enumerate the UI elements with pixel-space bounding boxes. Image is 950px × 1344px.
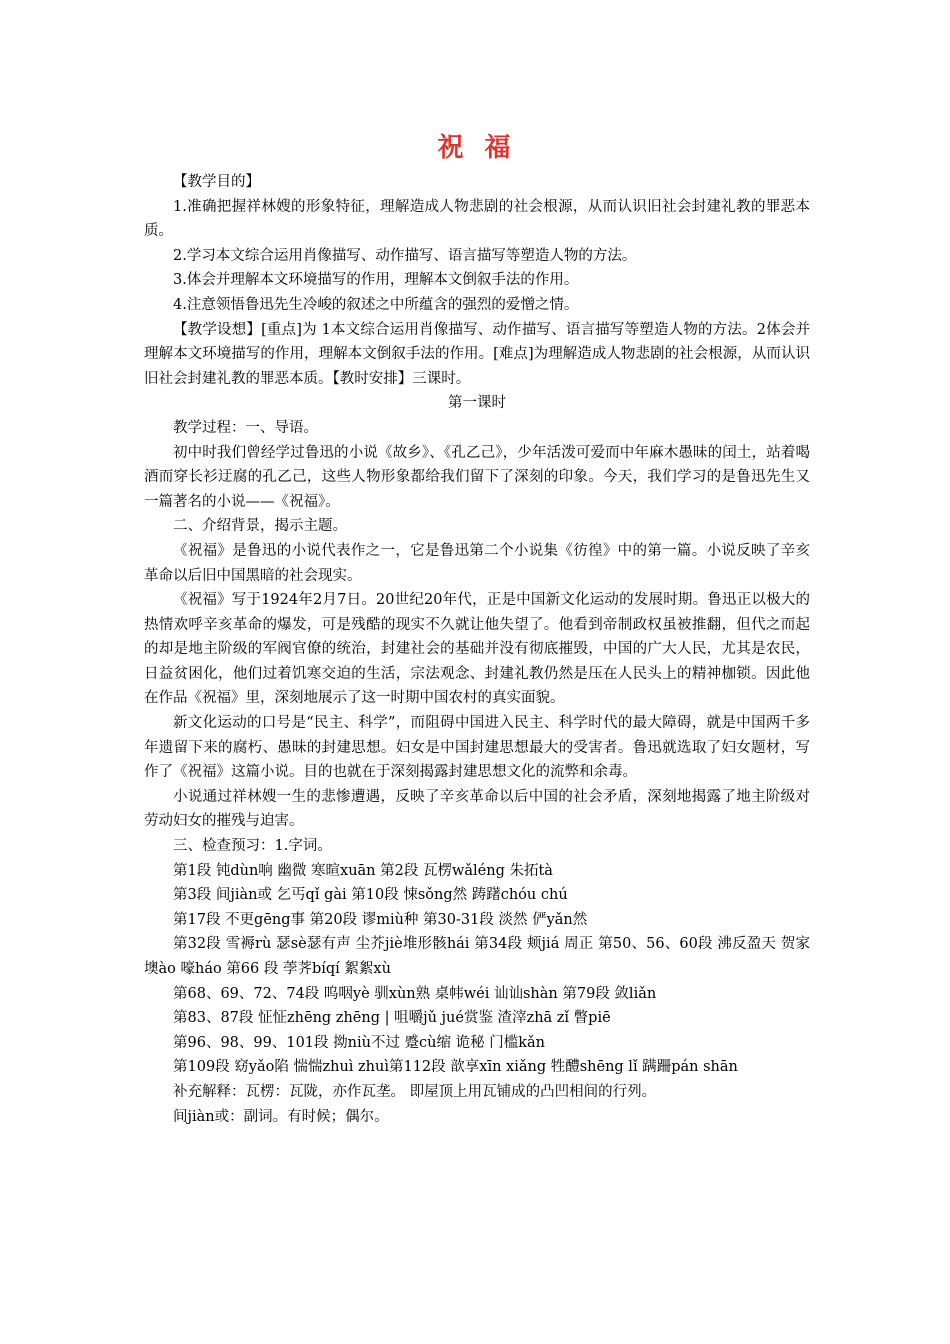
vocab-line-4: 第32段 雪褥rù 瑟sè瑟有声 尘芥jiè堆形骸hái 第34段 颊jiá 周正 第50、56、60段 沸反盈天 贺家墺ào 嚎háo 第66 段 荸荠bíqí 絮絮xù <box>144 936 810 977</box>
teaching-plan-paragraph: 【教学设想】[重点]为 1本文综合运用肖像描写、动作描写、语言描写等塑造人物的方法。2体会并理解本文环境描写的作用，理解本文倒叙手法的作用。[难点]为理解造成人物悲剧的社会根源，从而认识旧社会封建礼教的罪恶本质。【教时安排】三课时。 <box>144 321 810 387</box>
document-title: 祝 福 <box>437 133 517 163</box>
vocab-line-1: 第1段 钝dùn响 幽微 寒暄xuān 第2段 瓦楞wǎléng 朱拓tà <box>173 862 553 879</box>
supplement-note-1: 补充解释：瓦楞：瓦陇，亦作瓦垄。 即屋顶上用瓦铺成的凸凹相间的行列。 <box>173 1083 657 1100</box>
section-heading-objectives: 【教学目的】 <box>173 174 260 190</box>
background-paragraph-3: 新文化运动的口号是“民主、科学”，而阻碍中国进入民主、科学时代的最大障碍，就是中国两千多年遗留下来的腐朽、愚昧的封建思想。妇女是中国封建思想最大的受害者。鲁迅就选取了妇女题材，写作了《祝福》这篇小说。目的也就在于深刻揭露封建思想文化的流弊和余毒。 <box>144 715 810 781</box>
objective-3: 3.体会并理解本文环境描写的作用，理解本文倒叙手法的作用。 <box>173 272 579 289</box>
objective-1: 1.准确把握祥林嫂的形象特征，理解造成人物悲剧的社会根源，从而认识旧社会封建礼教的罪恶本质。 <box>144 198 810 240</box>
vocab-line-5: 第68、69、72、74段 呜咽yè 驯xùn熟 桌帏wéi 讪讪shàn 第79段 敛liǎn <box>173 985 657 1002</box>
background-paragraph-1: 《祝福》是鲁迅的小说代表作之一，它是鲁迅第二个小说集《彷徨》中的第一篇。小说反映了辛亥革命以后旧中国黑暗的社会现实。 <box>144 542 810 584</box>
vocab-line-6: 第83、87段 怔怔zhēng zhēng | 咀嚼jǔ jué赏鉴 渣滓zhā zǐ 瞥piē <box>173 1010 611 1027</box>
objective-4: 4.注意领悟鲁迅先生冷峻的叙述之中所蕴含的强烈的爱憎之情。 <box>173 296 579 313</box>
background-heading: 二、介绍背景，揭示主题。 <box>173 518 347 535</box>
document-page <box>144 128 810 1129</box>
objective-2: 2.学习本文综合运用肖像描写、动作描写、语言描写等塑造人物的方法。 <box>173 247 637 264</box>
preview-heading: 三、检查预习：1.字词。 <box>173 838 332 855</box>
vocab-line-8: 第109段 窈yǎo陷 惴惴zhuì zhuì第112段 歆享xīn xiǎng 牲醴shēng lǐ 蹒跚pán shān <box>173 1059 738 1076</box>
process-heading: 教学过程：一、导语。 <box>173 419 318 436</box>
lesson-heading: 第一课时 <box>448 395 506 412</box>
vocab-line-2: 第3段 间jiàn或 乞丐qǐ gài 第10段 悚sǒng然 踌躇chóu chú <box>173 887 568 904</box>
background-paragraph-4: 小说通过祥林嫂一生的悲惨遭遇，反映了辛亥革命以后中国的社会矛盾，深刻地揭露了地主阶级对劳动妇女的摧残与迫害。 <box>144 788 810 830</box>
intro-paragraph: 初中时我们曾经学过鲁迅的小说《故乡》、《孔乙己》，少年活泼可爱而中年麻木愚昧的闰土，站着喝酒而穿长衫迂腐的孔乙己，这些人物形象都给我们留下了深刻的印象。今天，我们学习的是鲁迅先生又一篇著名的小说——《祝福》。 <box>144 444 810 510</box>
background-paragraph-2: 《祝福》写于1924年2月7日。20世纪20年代，正是中国新文化运动的发展时期。鲁迅正以极大的热情欢呼辛亥革命的爆发，可是残酷的现实不久就让他失望了。他看到帝制政权虽被推翻，但代之而起的却是地主阶级的军阀官僚的统治，封建社会的基础并没有彻底摧毁，中国的广大人民，尤其是农民，日益贫困化，他们过着饥寒交迫的生活，宗法观念、封建礼教仍然是压在人民头上的精神枷锁。因此他在作品《祝福》里，深刻地展示了这一时期中国农村的真实面貌。 <box>144 592 810 707</box>
supplement-note-2: 间jiàn或：副词。有时候；偶尔。 <box>173 1108 389 1125</box>
vocab-line-3: 第17段 不更gēng事 第20段 谬miù种 第30-31段 淡然 俨yǎn然 <box>173 911 588 928</box>
vocab-line-7: 第96、98、99、101段 拗niù不过 蹙cù缩 诡秘 门槛kǎn <box>173 1034 546 1051</box>
